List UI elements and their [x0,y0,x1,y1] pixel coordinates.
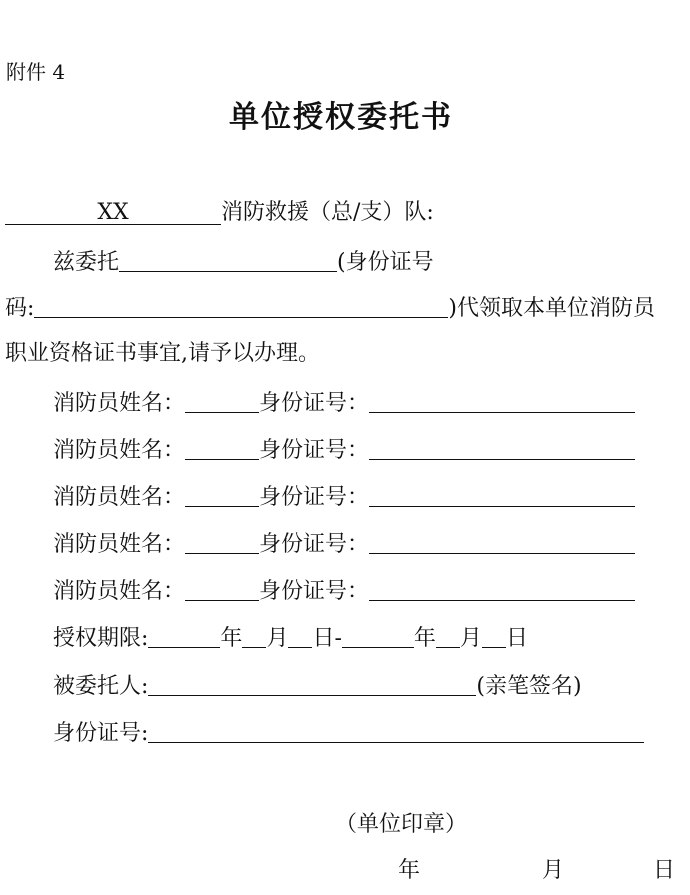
end-month-field[interactable] [436,625,460,648]
footer-day: 日 [653,858,676,883]
firefighter-name-label: 消防员姓名： [53,391,186,416]
signature-note: (亲笔签名) [476,674,582,699]
addressee-suffix: 消防救援（总/支）队: [221,200,434,225]
unit-name-value: XX [97,200,129,225]
addressee-line [5,199,434,227]
document-title: 单位授权委托书 [229,100,453,135]
firefighter-row [53,575,635,606]
footer-year: 年 [398,858,421,883]
period-dash: - [334,626,342,651]
firefighter-name-field[interactable] [185,390,259,413]
firefighter-id-field[interactable] [369,484,635,507]
firefighter-name-field[interactable] [185,437,259,460]
firefighter-id-field[interactable] [369,578,635,601]
trustee-id-line [53,717,644,748]
unit-seal-label: （单位印章） [335,812,468,837]
firefighter-row [53,481,635,512]
start-day-field[interactable] [288,625,312,648]
firefighter-row [53,434,635,465]
start-month-field[interactable] [242,625,266,648]
end-day-field[interactable] [482,625,506,648]
entrust-prefix: 兹委托 [53,250,120,275]
start-year-field[interactable] [148,625,220,648]
trustee-name-field[interactable] [119,249,337,272]
start-month-unit: 月 [266,626,289,651]
start-year-unit: 年 [220,626,243,651]
firefighter-name-label: 消防员姓名： [53,579,186,604]
id-open: (身份证号 [337,250,434,275]
trustee-signature-field[interactable] [148,673,476,696]
firefighter-row [53,528,635,559]
firefighter-id-label: 身份证号： [259,579,370,604]
firefighter-id-field[interactable] [369,390,635,413]
trustee-id-label: 身份证号: [53,721,149,746]
end-year-field[interactable] [342,625,414,648]
purpose-text: )代领取本单位消防员 [448,296,656,321]
id-code-line [5,292,655,323]
trustee-label: 被委托人: [53,674,149,699]
firefighter-name-field[interactable] [185,484,259,507]
end-month-unit: 月 [459,626,482,651]
firefighter-name-field[interactable] [185,531,259,554]
trustee-id-field[interactable] [148,720,644,743]
firefighter-name-label: 消防员姓名： [53,532,186,557]
start-day-unit: 日 [312,626,335,651]
firefighter-id-label: 身份证号： [259,532,370,557]
trustee-signature-line [53,670,582,701]
firefighter-id-label: 身份证号： [259,485,370,510]
firefighter-id-label: 身份证号： [259,391,370,416]
attachment-label: 附件 4 [6,60,66,84]
firefighter-name-label: 消防员姓名： [53,438,186,463]
purpose-text-2: 职业资格证书事宜,请予以办理。 [5,341,320,366]
unit-name-field[interactable] [5,202,221,225]
firefighter-id-field[interactable] [369,531,635,554]
trustee-id-number-field[interactable] [34,295,448,318]
entrust-line [53,246,434,277]
period-label: 授权期限: [53,626,149,651]
end-year-unit: 年 [413,626,436,651]
firefighter-name-field[interactable] [185,578,259,601]
end-day-unit: 日 [505,626,528,651]
footer-month: 月 [542,858,565,883]
id-code-prefix: 码: [5,296,35,321]
firefighter-row [53,387,635,418]
firefighter-name-label: 消防员姓名： [53,485,186,510]
firefighter-id-field[interactable] [369,437,635,460]
authorization-period-line [53,622,528,653]
firefighter-id-label: 身份证号： [259,438,370,463]
